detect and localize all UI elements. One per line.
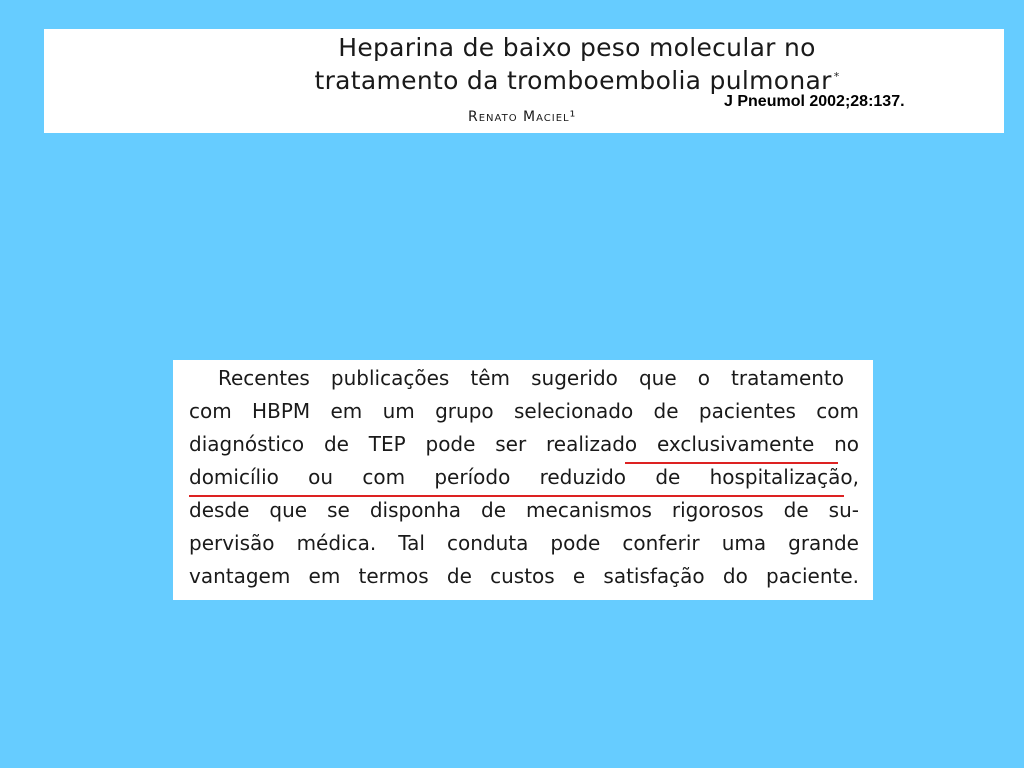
highlight-underline-2 bbox=[189, 495, 844, 497]
excerpt-line-7: vantagem em termos de custos e satisfação do paciente. bbox=[189, 564, 859, 588]
excerpt-line-3: diagnóstico de TEP pode ser realizado exclusivamente no bbox=[189, 432, 859, 456]
article-header bbox=[44, 29, 1004, 133]
footnote-mark: * bbox=[833, 70, 840, 83]
title-line-1: Heparina de baixo peso molecular no bbox=[338, 33, 816, 62]
excerpt-line-6: pervisão médica. Tal conduta pode conferir uma grande bbox=[189, 531, 859, 555]
excerpt-line-1: Recentes publicações têm sugerido que o tratamento bbox=[218, 366, 844, 390]
journal-citation: J Pneumol 2002;28:137. bbox=[724, 93, 905, 110]
author-name: Renato Maciel¹ bbox=[468, 109, 577, 125]
article-excerpt bbox=[173, 360, 873, 600]
excerpt-line-4: domicílio ou com período reduzido de hospitalização, bbox=[189, 465, 859, 489]
excerpt-line-2: com HBPM em um grupo selecionado de pacientes com bbox=[189, 399, 859, 423]
article-title bbox=[44, 31, 1024, 97]
excerpt-line-5: desde que se disponha de mecanismos rigorosos de su- bbox=[189, 498, 859, 522]
title-line-2-text: tratamento da tromboembolia pulmonar bbox=[314, 66, 832, 95]
highlight-underline-1 bbox=[625, 462, 838, 464]
